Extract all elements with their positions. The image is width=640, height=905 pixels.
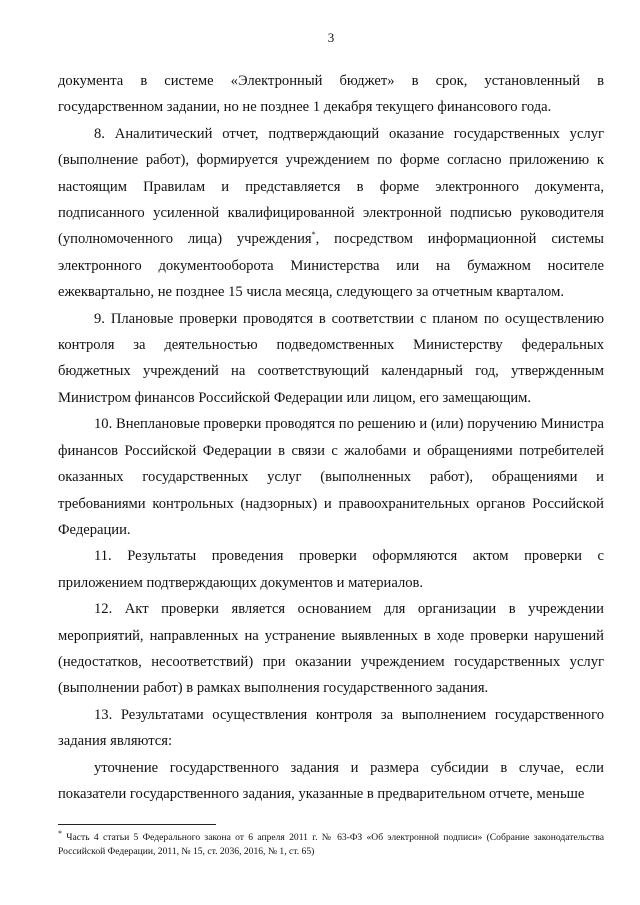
paragraph-11: 11. Результаты проведения проверки оформляются актом проверки с приложением подтверждающих документов и материалов. <box>58 548 604 591</box>
page-number: 3 <box>327 30 335 45</box>
document-body <box>58 68 604 807</box>
footnote-mark: * <box>58 828 62 838</box>
paragraph-14: уточнение государственного задания и размера субсидии в случае, если показатели государственного задания, указанные в предварительном отчете, меньше <box>58 759 604 802</box>
footnote-divider <box>58 824 216 825</box>
paragraph-continuation: документа в системе «Электронный бюджет» в срок, установленный в государственном задании, но не позднее 1 декабря текущего финансового года. <box>58 73 604 116</box>
paragraph-10: 10. Внеплановые проверки проводятся по решению и (или) поручению Министра финансов Российской Федерации в связи с жалобами и обращениями потребителей оказанных государственных услуг (выполненных работ), обращениями и требованиями контрольных (надзорных) и правоохранительных органов Российской Федерации. <box>58 416 604 538</box>
paragraph-12: 12. Акт проверки является основанием для организации в учреждении мероприятий, направленных на устранение выявленных в ходе проверки нарушений (недостатков, несоответствий) при оказании учреждением государственных услуг (выполнении работ) в рамках выполнения государственного задания. <box>58 601 604 697</box>
paragraph-8-text-after: , посредством информационной системы электронного документооборота Министерства или на бумажном носителе ежеквартально, не позднее 15 числа месяца, следующего за отчетным кварталом. <box>58 231 604 301</box>
footnote-area <box>58 824 604 859</box>
paragraph-8-text-before: 8. Аналитический отчет, подтверждающий оказание государственных услуг (выполнение работ), формируется учреждением по форме согласно приложению к настоящим Правилам и представляется в форме электронного документа, подписанного усиленной квалифицированной электронной подписью руководителя (уполномоченного лица) учреждения <box>58 125 604 248</box>
footnote-text: Часть 4 статьи 5 Федерального закона от 6 апреля 2011 г. № 63-ФЗ «Об электронной подписи» (Собрание законодательства Российской Федерации, 2011, № 15, ст. 2036, 2016, № 1, ст. 65) <box>58 832 604 857</box>
paragraph-13: 13. Результатами осуществления контроля за выполнением государственного задания являются: <box>58 706 604 750</box>
footnote-reference-mark: * <box>311 230 316 240</box>
paragraph-9: 9. Плановые проверки проводятся в соответствии с планом по осуществлению контроля за деятельностью подведомственных Министерству федеральных бюджетных учреждений на соответствующий календарный год, утвержденным Министром финансов Российской Федерации или лицом, его замещающим. <box>58 310 604 406</box>
footnote <box>58 828 604 859</box>
paragraph-8 <box>58 121 604 306</box>
